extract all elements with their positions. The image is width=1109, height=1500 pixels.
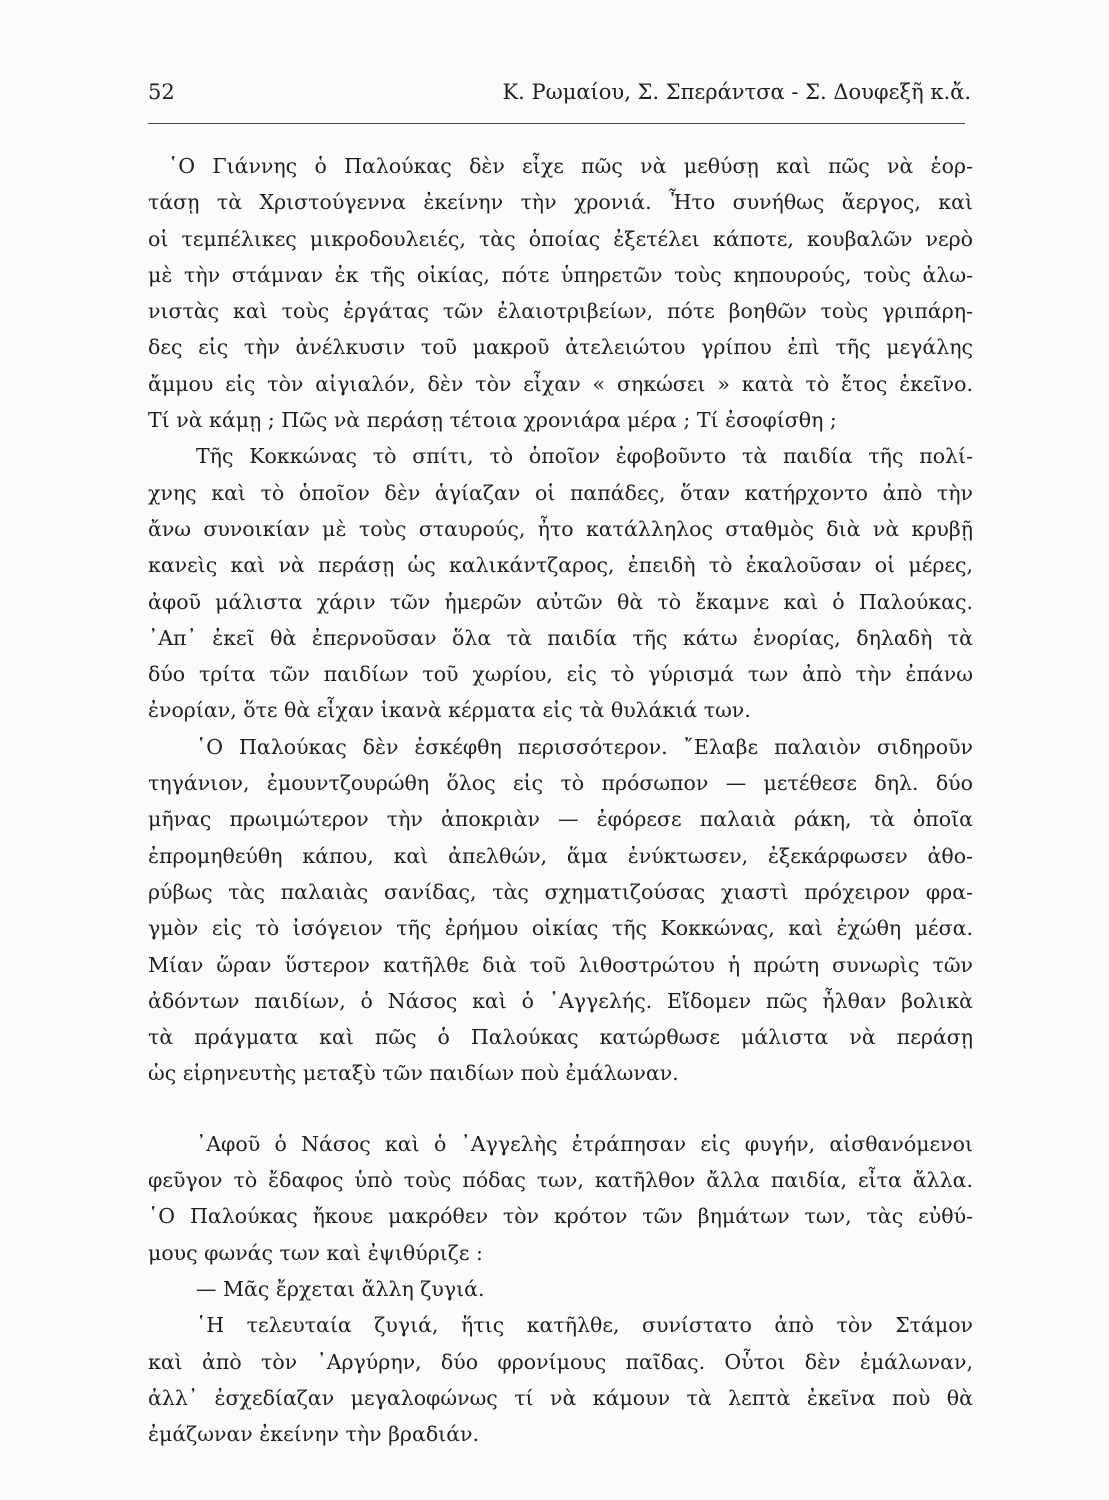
text-line: χνης καὶ τὸ ὁποῖον δὲν ἁγίαζαν οἱ παπάδες, ὅταν κατήρχοντο ἀπὸ τὴν [148, 480, 973, 505]
body-text [148, 148, 973, 1452]
text-line: δύο τρίτα τῶν παιδίων τοῦ χωρίου, εἰς τὸ γύρισμά των ἀπὸ τὴν ἐπάνω [148, 662, 973, 687]
text-line: ἐμάζωναν ἐκείνην τὴν βραδιάν. [148, 1422, 480, 1447]
text-line: καὶ ἀπὸ τὸν ᾿Αργύρην, δύο φρονίμους παῖδας. Οὗτοι δὲν ἐμάλωναν, [148, 1349, 973, 1374]
paragraph [148, 729, 973, 1092]
text-line: ὡς εἰρηνευτὴς μεταξὺ τῶν παιδίων ποὺ ἐμάλωναν. [148, 1061, 679, 1086]
paragraph [148, 148, 973, 438]
text-line: ἄνω συνοικίαν μὲ τοὺς σταυρούς, ἦτο κατάλληλος σταθμὸς διὰ νὰ κρυβῇ [148, 516, 973, 541]
text-line: — Μᾶς ἔρχεται ἄλλη ζυγιά. [196, 1276, 485, 1301]
text-line: κανεὶς καὶ νὰ περάσῃ ὡς καλικάντζαρος, ἐπειδὴ τὸ ἐκαλοῦσαν οἱ μέρες, [148, 553, 973, 578]
text-line: τάσῃ τὰ Χριστούγεννα ἐκείνην τὴν χρονιά. Ἦτο συνήθως ἄεργος, καὶ [148, 190, 973, 215]
text-line: μους φωνάς των καὶ ἐψιθύριζε : [148, 1240, 483, 1265]
text-line: ῾Ο Παλούκας δὲν ἐσκέφθη περισσότερον. ῎Ελαβε παλαιὸν σιδηροῦν [196, 734, 973, 759]
text-line: ῾Η τελευταία ζυγιά, ἥτις κατῆλθε, συνίστατο ἀπὸ τὸν Στάμον [196, 1313, 973, 1338]
text-line: ῾Ο Γιάννης ὁ Παλούκας δὲν εἶχε πῶς νὰ μεθύσῃ καὶ πῶς νὰ ἑορ- [168, 154, 973, 178]
text-line: ἄμμου εἰς τὸν αἰγιαλόν, δὲν τὸν εἶχαν « σηκώσει » κατὰ τὸ ἔτος ἐκεῖνο. [148, 371, 973, 396]
text-line: φεῦγον τὸ ἔδαφος ὑπὸ τοὺς πόδας των, κατῆλθον ἄλλα παιδία, εἶτα ἄλλα. [148, 1168, 973, 1193]
running-title: Κ. Ρωμαίου, Σ. Σπεράντσα - Σ. Δουφεξῆ κ.ἄ. [502, 80, 971, 104]
paragraph [148, 438, 973, 728]
text-line: ἀδόντων παιδίων, ὁ Νάσος καὶ ὁ ᾿Αγγελής. Εἴδομεν πῶς ἦλθαν βολικὰ [148, 988, 973, 1013]
text-line: ἀλλ᾿ ἐσχεδίαζαν μεγαλοφώνως τί νὰ κάμουν τὰ λεπτὰ ἐκεῖνα ποὺ θὰ [148, 1385, 973, 1410]
section-gap [148, 1092, 973, 1126]
text-line: ἐνορίαν, ὅτε θὰ εἶχαν ἱκανὰ κέρματα εἰς τὰ θυλάκιά των. [148, 698, 751, 723]
header-rule [148, 123, 965, 124]
text-line: ἀφοῦ μάλιστα χάριν τῶν ἡμερῶν αὐτῶν θὰ τὸ ἔκαμνε καὶ ὁ Παλούκας. [148, 589, 973, 614]
text-line: μὲ τὴν στάμναν ἐκ τῆς οἰκίας, πότε ὑπηρετῶν τοὺς κηπουρούς, τοὺς ἁλω- [148, 262, 973, 287]
paragraph [148, 1307, 973, 1452]
text-line: Τί νὰ κάμῃ ; Πῶς νὰ περάσῃ τέτοια χρονιάρα μέρα ; Τί ἐσοφίσθη ; [148, 408, 837, 433]
paragraph [148, 1126, 973, 1271]
page-header [148, 80, 971, 120]
text-line: δες εἰς τὴν ἀνέλκυσιν τοῦ μακροῦ ἀτελειώτου γρίπου ἐπὶ τῆς μεγάλης [148, 335, 973, 360]
text-line: ᾿Αφοῦ ὁ Νάσος καὶ ὁ ᾿Αγγελὴς ἐτράπησαν εἰς φυγήν, αἰσθανόμενοι [196, 1131, 973, 1156]
text-line: ἐπρομηθεύθη κάπου, καὶ ἀπελθών, ἅμα ἐνύκτωσεν, ἐξεκάρφωσεν ἀθο- [148, 843, 973, 868]
page-number: 52 [148, 80, 175, 104]
text-line: νιστὰς καὶ τοὺς ἐργάτας τῶν ἐλαιοτριβείων, πότε βοηθῶν τοὺς γριπάρη- [148, 299, 973, 324]
text-line: τηγάνιον, ἐμουντζουρώθη ὅλος εἰς τὸ πρόσωπον — μετέθεσε δηλ. δύο [148, 771, 973, 796]
text-line: Τῆς Κοκκώνας τὸ σπίτι, τὸ ὁποῖον ἐφοβοῦντο τὰ παιδία τῆς πολί- [196, 444, 973, 469]
text-line: ᾿Απ᾿ ἐκεῖ θὰ ἐπερνοῦσαν ὅλα τὰ παιδία τῆς κάτω ἐνορίας, δηλαδὴ τὰ [148, 625, 973, 650]
text-line: μῆνας πρωιμώτερον τὴν ἀποκριὰν — ἐφόρεσε παλαιὰ ράκη, τὰ ὁποῖα [148, 807, 973, 832]
text-line: τὰ πράγματα καὶ πῶς ὁ Παλούκας κατώρθωσε μάλιστα νὰ περάσῃ [148, 1025, 973, 1050]
text-line: ρύβως τὰς παλαιὰς σανίδας, τὰς σχηματιζούσας χιαστὶ πρόχειρον φρα- [148, 879, 973, 904]
paragraph [148, 1271, 973, 1307]
text-line: οἱ τεμπέλικες μικροδουλειές, τὰς ὁποίας ἐξετέλει κάποτε, κουβαλῶν νερὸ [148, 226, 973, 251]
text-line: γμὸν εἰς τὸ ἰσόγειον τῆς ἐρήμου οἰκίας τῆς Κοκκώνας, καὶ ἐχώθη μέσα. [148, 916, 973, 941]
text-line: Μίαν ὥραν ὕστερον κατῆλθε διὰ τοῦ λιθοστρώτου ἡ πρώτη συνωρὶς τῶν [148, 952, 973, 977]
text-line: ῾Ο Παλούκας ἤκουε μακρόθεν τὸν κρότον τῶν βημάτων των, τὰς εὐθύ- [148, 1204, 973, 1229]
